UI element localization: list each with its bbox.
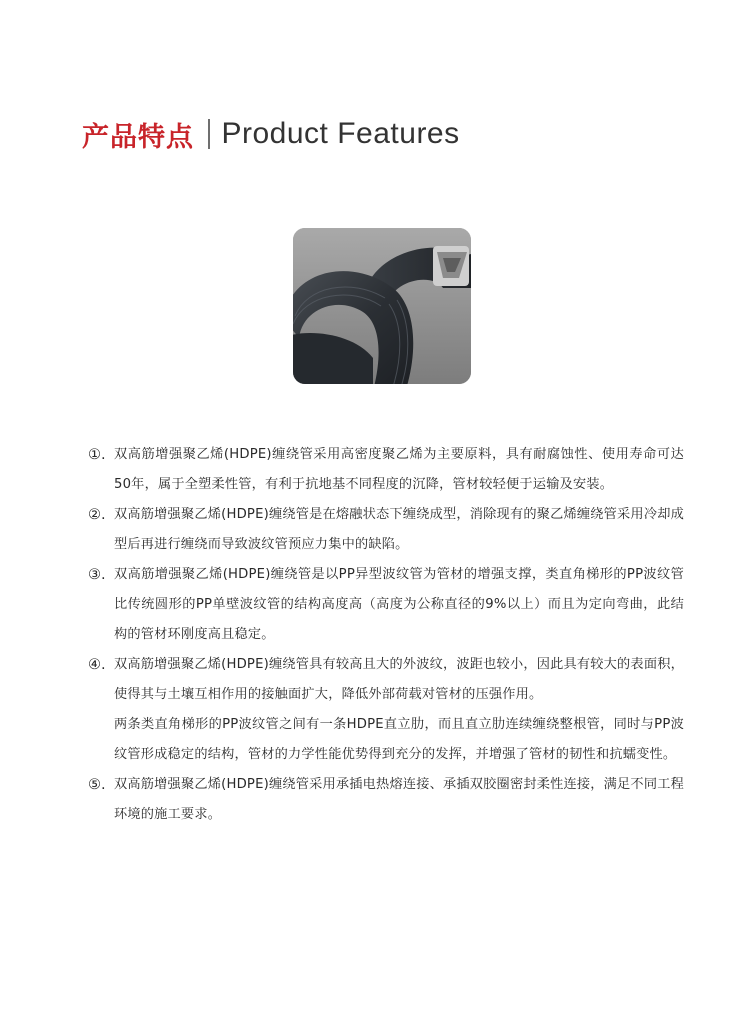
feature-item-3 — [88, 560, 684, 650]
feature-number: ②. — [88, 507, 106, 523]
feature-paragraph: 双高筋增强聚乙烯(HDPE)缠绕管采用高密度聚乙烯为主要原料，具有耐腐蚀性、使用寿命可达50年，属于全塑柔性管，有利于抗地基不同程度的沉降，管材较轻便于运输及安装。 — [114, 447, 684, 492]
feature-paragraph: 双高筋增强聚乙烯(HDPE)缠绕管采用承插电热熔连接、承插双胶圈密封柔性连接，满足不同工程环境的施工要求。 — [114, 777, 684, 822]
title-chinese: 产品特点 — [82, 121, 194, 153]
feature-list — [88, 440, 684, 830]
title-english: Product Features — [221, 117, 460, 150]
feature-number: ⑤. — [88, 777, 106, 793]
feature-number: ①. — [88, 447, 106, 463]
feature-item-4 — [88, 650, 684, 770]
page-header — [82, 112, 460, 156]
feature-text — [114, 440, 684, 500]
feature-text — [114, 500, 684, 560]
feature-paragraph: 两条类直角梯形的PP波纹管之间有一条HDPE直立肋，而且直立肋连续缠绕整根管，同时与PP波纹管形成稳定的结构，管材的力学性能优势得到充分的发挥，并增强了管材的韧性和抗蠕变性。 — [114, 717, 684, 762]
product-photo — [293, 228, 471, 384]
pipe-illustration — [293, 228, 471, 384]
feature-number: ④. — [88, 657, 106, 673]
title-divider — [208, 119, 210, 149]
feature-number: ③. — [88, 567, 106, 583]
feature-paragraph: 双高筋增强聚乙烯(HDPE)缠绕管具有较高且大的外波纹，波距也较小，因此具有较大的表面积，使得其与土壤互相作用的接触面扩大，降低外部荷载对管材的压强作用。 — [114, 657, 684, 702]
feature-text — [114, 650, 684, 770]
feature-item-5 — [88, 770, 684, 830]
feature-paragraph: 双高筋增强聚乙烯(HDPE)缠绕管是在熔融状态下缠绕成型，消除现有的聚乙烯缠绕管采用冷却成型后再进行缠绕而导致波纹管预应力集中的缺陷。 — [114, 507, 684, 552]
feature-text — [114, 560, 684, 650]
feature-item-2 — [88, 500, 684, 560]
feature-item-1 — [88, 440, 684, 500]
feature-text — [114, 770, 684, 830]
feature-paragraph: 双高筋增强聚乙烯(HDPE)缠绕管是以PP异型波纹管为管材的增强支撑，类直角梯形的PP波纹管比传统圆形的PP单壁波纹管的结构高度高（高度为公称直径的9%以上）而且为定向弯曲，此结构的管材环刚度高且稳定。 — [114, 567, 684, 642]
